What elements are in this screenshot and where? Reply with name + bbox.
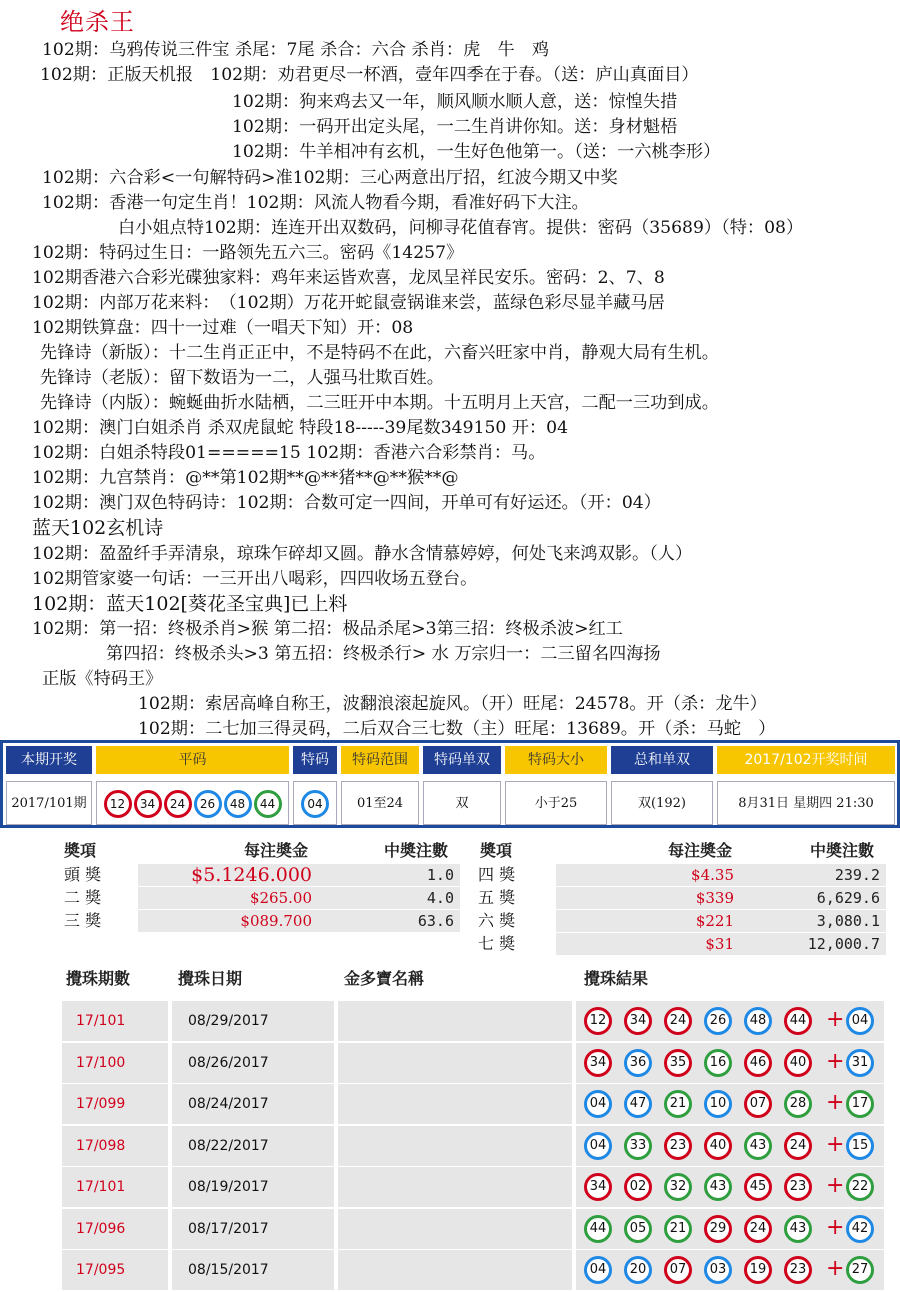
history-ball: 21 bbox=[664, 1215, 692, 1243]
prize-header-name-right: 奬項 bbox=[480, 841, 513, 860]
prize-name: 六 獎 bbox=[478, 911, 516, 930]
history-special-ball: 15 bbox=[846, 1132, 874, 1160]
header-regular-numbers: 平码 bbox=[96, 746, 289, 774]
history-ball: 43 bbox=[704, 1173, 732, 1201]
prize-name: 五 獎 bbox=[478, 888, 516, 907]
text-line: 102期香港六合彩光碟独家料：鸡年来运皆欢喜，龙凤呈祥民安乐。密码：2、7、8 bbox=[32, 268, 665, 288]
history-ball: 47 bbox=[624, 1090, 652, 1118]
history-ball: 05 bbox=[624, 1215, 652, 1243]
history-period: 17/100 bbox=[76, 1054, 126, 1071]
prize-amount: $265.00 bbox=[249, 889, 312, 907]
history-ball: 03 bbox=[704, 1256, 732, 1284]
history-period: 17/101 bbox=[76, 1179, 126, 1195]
history-header-date: 攪珠日期 bbox=[178, 969, 243, 988]
prize-count: 3,080.1 bbox=[816, 912, 880, 930]
text-line: 白小姐点特102期：连连开出双数码，问柳寻花值春宵。提供：密码（35689）（特：08） bbox=[118, 218, 804, 238]
text-line: 先锋诗（内版）：蜿蜒曲折水陆栖，二三旺开中本期。十五明月上天宫，二配一三功到成。 bbox=[40, 393, 719, 413]
history-ball: 44 bbox=[584, 1215, 612, 1243]
lottery-ball: 24 bbox=[164, 790, 192, 818]
history-date: 08/24/2017 bbox=[188, 1096, 269, 1112]
history-ball: 45 bbox=[744, 1173, 772, 1201]
draw-period: 2017/101期 bbox=[6, 781, 92, 825]
prize-amount: $339 bbox=[695, 889, 734, 907]
prize-header-name: 奬項 bbox=[64, 841, 97, 860]
text-line: 102期：九宫禁肖：@**第102期**@**猪**@**猴**@ bbox=[32, 468, 459, 488]
plus-sign: + bbox=[826, 1214, 845, 1240]
cell-bg bbox=[338, 1084, 572, 1124]
text-line: 先锋诗（老版）：留下数语为一二，人强马壮欺百姓。 bbox=[40, 368, 444, 388]
history-row bbox=[62, 1000, 884, 1042]
cell-bg bbox=[338, 1250, 572, 1290]
text-line: 正版《特码王》 bbox=[42, 669, 163, 689]
history-ball: 29 bbox=[704, 1215, 732, 1243]
prize-count: 12,000.7 bbox=[807, 935, 880, 953]
text-line: 102期铁算盘：四十一过难（一唱天下知）开：08 bbox=[32, 318, 414, 338]
text-line: 102期：特码过生日：一路领先五六三。密码《14257》 bbox=[32, 243, 464, 263]
next-draw-time: 8月31日 星期四 21:30 bbox=[717, 781, 895, 825]
history-period: 17/098 bbox=[76, 1137, 126, 1154]
history-ball: 44 bbox=[784, 1007, 812, 1035]
special-range: 01至24 bbox=[341, 781, 419, 825]
history-ball: 46 bbox=[744, 1049, 772, 1077]
special-ball: 04 bbox=[301, 790, 329, 818]
plus-sign: + bbox=[826, 1090, 845, 1115]
prize-count: 239.2 bbox=[834, 866, 880, 884]
cell-bg bbox=[338, 1209, 572, 1249]
history-special-ball: 27 bbox=[846, 1256, 874, 1284]
history-ball: 16 bbox=[704, 1049, 732, 1077]
regular-balls bbox=[96, 781, 289, 825]
prize-count: 63.6 bbox=[417, 912, 454, 930]
history-special-ball: 31 bbox=[846, 1049, 874, 1077]
history-row bbox=[62, 1249, 884, 1291]
text-line: 102期：六合彩<一句解特码>准102期：三心两意出厅招，红波今期又中奖 bbox=[42, 168, 618, 188]
text-line: 102期：盈盈纤手弄清泉，琼珠乍碎却又圆。静水含情慕婷婷，何处飞来鸿双影。（人） bbox=[32, 544, 693, 564]
history-ball: 02 bbox=[624, 1173, 652, 1201]
text-line: 102期：白姐杀特段01=====15 102期：香港六合彩禁肖：马。 bbox=[32, 443, 546, 463]
header-sum-odd-even: 总和单双 bbox=[611, 746, 713, 774]
prize-row bbox=[0, 864, 900, 886]
prize-amount: $31 bbox=[705, 935, 734, 953]
prize-count: 1.0 bbox=[426, 866, 454, 884]
text-line: 102期：蓝天102[葵花圣宝典]已上料 bbox=[32, 593, 348, 615]
history-ball: 34 bbox=[624, 1007, 652, 1035]
prize-row bbox=[0, 887, 900, 909]
history-header-period: 攪珠期數 bbox=[66, 969, 131, 988]
header-current-draw: 本期开奖 bbox=[6, 746, 92, 774]
history-ball: 28 bbox=[784, 1090, 812, 1118]
history-ball: 34 bbox=[584, 1173, 612, 1201]
history-ball: 32 bbox=[664, 1173, 692, 1201]
history-row bbox=[62, 1166, 884, 1208]
cell-bg bbox=[338, 1126, 572, 1166]
text-line: 102期：一码开出定头尾，一二生肖讲你知。送：身材魁梧 bbox=[232, 117, 678, 137]
history-ball: 43 bbox=[784, 1215, 812, 1243]
prize-header-amount-right: 每注奬金 bbox=[668, 841, 733, 860]
lottery-ball: 48 bbox=[224, 790, 252, 818]
history-date: 08/19/2017 bbox=[188, 1179, 269, 1195]
text-line: 102期：牛羊相冲有玄机，一生好色他第一。（送：一六桃李形） bbox=[232, 142, 721, 162]
text-line: 第四招：终极杀头>3 第五招：终极杀行> 水 万宗归一：二三留名四海扬 bbox=[106, 644, 661, 664]
prize-amount: $089.700 bbox=[240, 912, 312, 930]
prize-row bbox=[0, 933, 900, 955]
prize-count: 4.0 bbox=[426, 889, 454, 907]
history-ball: 40 bbox=[784, 1049, 812, 1077]
text-line: 102期：乌鸦传说三件宝 杀尾：7尾 杀合：六合 杀肖：虎 牛 鸡 bbox=[42, 40, 550, 60]
header-special-odd-even: 特码单双 bbox=[423, 746, 501, 774]
text-line: 102期：二七加三得灵码，二后双合三七数（主）旺尾：13689。开（杀：马蛇 ） bbox=[138, 719, 776, 739]
history-period: 17/101 bbox=[76, 1013, 126, 1029]
cell-bg bbox=[338, 1043, 572, 1083]
history-ball: 40 bbox=[704, 1132, 732, 1160]
history-ball: 36 bbox=[624, 1049, 652, 1077]
history-ball: 34 bbox=[584, 1049, 612, 1077]
history-special-ball: 17 bbox=[846, 1090, 874, 1118]
history-row bbox=[62, 1083, 884, 1125]
text-line: 102期：第一招：终极杀肖>猴 第二招：极品杀尾>3第三招：终极杀波>红工 bbox=[32, 619, 623, 639]
history-special-ball: 22 bbox=[846, 1173, 874, 1201]
text-line: 102期管家婆一句话：一三开出八喝彩，四四收场五登台。 bbox=[32, 569, 478, 589]
prize-header-count: 中奬注數 bbox=[384, 841, 449, 860]
header-special-range: 特码范围 bbox=[341, 746, 419, 774]
history-period: 17/095 bbox=[76, 1262, 126, 1278]
history-ball: 21 bbox=[664, 1090, 692, 1118]
prize-header-amount: 每注奬金 bbox=[244, 841, 309, 860]
text-line: 先锋诗（新版）：十二生肖正正中，不是特码不在此，六畜兴旺家中肖，静观大局有生机。 bbox=[40, 343, 719, 363]
history-ball: 48 bbox=[744, 1007, 772, 1035]
history-period: 17/099 bbox=[76, 1096, 126, 1112]
plus-sign: + bbox=[826, 1131, 845, 1157]
prize-name: 三 獎 bbox=[64, 911, 102, 930]
history-date: 08/26/2017 bbox=[188, 1054, 269, 1071]
prize-amount: $221 bbox=[695, 912, 734, 930]
history-ball: 26 bbox=[704, 1007, 732, 1035]
special-ball-cell bbox=[293, 781, 337, 825]
text-line: 102期：澳门双色特码诗：102期：合数可定一四间，开单可有好运还。（开：04） bbox=[32, 493, 661, 513]
history-ball: 35 bbox=[664, 1049, 692, 1077]
history-special-ball: 04 bbox=[846, 1007, 874, 1035]
lottery-ball: 12 bbox=[104, 790, 132, 818]
current-draw-table bbox=[0, 740, 900, 828]
prize-row bbox=[0, 910, 900, 932]
special-size: 小于25 bbox=[505, 781, 607, 825]
history-ball: 23 bbox=[664, 1132, 692, 1160]
text-line: 102期：狗来鸡去又一年，顺风顺水顺人意，送：惊惶失措 bbox=[232, 92, 678, 112]
text-line: 蓝天102玄机诗 bbox=[32, 517, 164, 539]
history-ball: 04 bbox=[584, 1090, 612, 1118]
history-ball: 20 bbox=[624, 1256, 652, 1284]
plus-sign: + bbox=[826, 1173, 845, 1198]
plus-sign: + bbox=[826, 1256, 845, 1281]
history-ball: 12 bbox=[584, 1007, 612, 1035]
prize-name: 七 獎 bbox=[478, 934, 516, 953]
header-next-draw-time: 2017/102开奖时间 bbox=[717, 746, 895, 774]
prize-amount: $4.35 bbox=[691, 866, 734, 884]
history-ball: 33 bbox=[624, 1132, 652, 1160]
history-ball: 04 bbox=[584, 1256, 612, 1284]
sum-odd-even: 双(192) bbox=[611, 781, 713, 825]
history-date: 08/29/2017 bbox=[188, 1013, 269, 1029]
history-special-ball: 42 bbox=[846, 1215, 874, 1243]
text-line: 102期：香港一句定生肖！102期：风流人物看今期，看准好码下大注。 bbox=[42, 193, 589, 213]
history-date: 08/15/2017 bbox=[188, 1262, 269, 1278]
history-date: 08/17/2017 bbox=[188, 1220, 269, 1237]
prize-header-count-right: 中奬注數 bbox=[810, 841, 875, 860]
history-header-result: 攪珠結果 bbox=[584, 969, 649, 988]
history-row bbox=[62, 1125, 884, 1167]
history-ball: 23 bbox=[784, 1256, 812, 1284]
history-ball: 24 bbox=[744, 1215, 772, 1243]
special-odd-even: 双 bbox=[423, 781, 501, 825]
history-header-name: 金多寶名稱 bbox=[344, 969, 425, 988]
history-row bbox=[62, 1208, 884, 1250]
history-ball: 23 bbox=[784, 1173, 812, 1201]
cell-bg bbox=[338, 1001, 572, 1041]
history-ball: 24 bbox=[784, 1132, 812, 1160]
prize-name: 頭 獎 bbox=[64, 865, 102, 884]
history-ball: 24 bbox=[664, 1007, 692, 1035]
prize-name: 四 獎 bbox=[478, 865, 516, 884]
header-special-size: 特码大小 bbox=[505, 746, 607, 774]
page-title: 绝杀王 bbox=[60, 8, 135, 36]
plus-sign: + bbox=[826, 1007, 845, 1032]
prize-name: 二 獎 bbox=[64, 888, 102, 907]
history-ball: 19 bbox=[744, 1256, 772, 1284]
prize-count: 6,629.6 bbox=[816, 889, 880, 907]
plus-sign: + bbox=[826, 1048, 845, 1074]
history-period: 17/096 bbox=[76, 1220, 126, 1237]
text-line: 102期：索居高峰自称王，波翻浪滚起旋风。（开）旺尾：24578。开（杀：龙牛） bbox=[138, 694, 767, 714]
history-ball: 10 bbox=[704, 1090, 732, 1118]
prize-amount: $5.1246.000 bbox=[191, 864, 312, 886]
text-line: 102期：正版天机报 102期：劝君更尽一杯酒，壹年四季在于春。（送：庐山真面目） bbox=[40, 65, 699, 85]
text-line: 102期：澳门白姐杀肖 杀双虎鼠蛇 特段18-----39尾数349150 开：04 bbox=[32, 418, 569, 438]
history-date: 08/22/2017 bbox=[188, 1137, 269, 1154]
text-line: 102期：内部万花来料： （102期）万花开蛇鼠壹锅谁来尝，蓝绿色彩尽显羊藏马居 bbox=[32, 293, 665, 313]
history-ball: 43 bbox=[744, 1132, 772, 1160]
history-ball: 04 bbox=[584, 1132, 612, 1160]
history-ball: 07 bbox=[664, 1256, 692, 1284]
lottery-ball: 34 bbox=[134, 790, 162, 818]
history-ball: 07 bbox=[744, 1090, 772, 1118]
header-special-number: 特码 bbox=[293, 746, 337, 774]
cell-bg bbox=[338, 1167, 572, 1207]
lottery-ball: 44 bbox=[254, 790, 282, 818]
lottery-ball: 26 bbox=[194, 790, 222, 818]
history-row bbox=[62, 1042, 884, 1084]
